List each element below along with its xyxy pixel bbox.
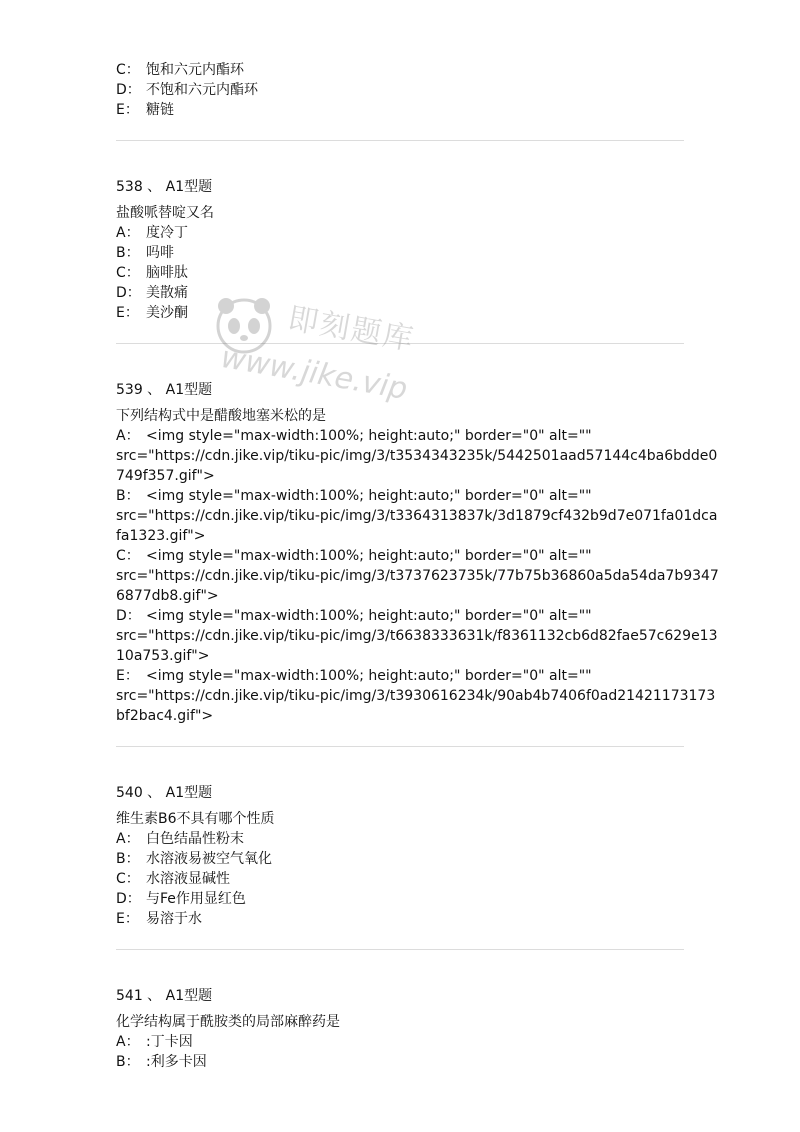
question-stem: 盐酸哌替啶又名 [116,205,214,221]
option-d: D： 不饱和六元内酯环 [116,82,258,98]
question-header: 541 、 A1型题 [116,988,213,1004]
question-539 [116,380,719,726]
question-stem: 化学结构属于酰胺类的局部麻醉药是 [116,1014,340,1030]
option-b: B： :利多卡因 [116,1054,207,1070]
option-e: E： 易溶于水 [116,911,202,927]
document-page [116,60,719,1072]
watermark-url: www.jike.vip [218,339,411,408]
option-d: D： 美散痛 [116,285,188,301]
question-537-tail [116,60,686,120]
option-e: E： 糖链 [116,102,174,118]
option-e: E： <img style="max-width:100%; height:auto;" border="0" alt="" src="https://cdn.jike.vip/tiku-pic/img/3/t3930616234k/90ab4b7406f0ad21421173173 bf2bac4.gif"> [116,668,716,724]
option-d: D： 与Fe作用显红色 [116,891,246,907]
question-stem: 维生素B6不具有哪个性质 [116,811,275,827]
question-538 [116,177,686,323]
question-header: 538 、 A1型题 [116,179,213,195]
question-540 [116,783,686,929]
question-541 [116,986,686,1072]
question-header: 539 、 A1型题 [116,382,213,398]
option-d: D： <img style="max-width:100%; height:auto;" border="0" alt="" src="https://cdn.jike.vip/tiku-pic/img/3/t6638333631k/f8361132cb6d82fae57c629e13 10a753.gif"> [116,608,718,664]
option-c: C： <img style="max-width:100%; height:auto;" border="0" alt="" src="https://cdn.jike.vip/tiku-pic/img/3/t3737623735k/77b75b36860a5da54da7b9347 6877db8.gif"> [116,548,719,604]
option-a: A： :丁卡因 [116,1034,193,1050]
option-c: C： 脑啡肽 [116,265,188,281]
option-b: B： 吗啡 [116,245,174,261]
option-c: C： 饱和六元内酯环 [116,62,244,78]
option-c: C： 水溶液显碱性 [116,871,230,887]
option-a: A： 白色结晶性粉末 [116,831,244,847]
option-a: A： <img style="max-width:100%; height:auto;" border="0" alt="" src="https://cdn.jike.vip/tiku-pic/img/3/t3534343235k/5442501aad57144c4ba6bdde0 749f357.gif"> [116,428,718,484]
option-b: B： 水溶液易被空气氧化 [116,851,272,867]
option-b: B： <img style="max-width:100%; height:auto;" border="0" alt="" src="https://cdn.jike.vip/tiku-pic/img/3/t3364313837k/3d1879cf432b9d7e071fa01dca fa1323.gif"> [116,488,718,544]
option-a: A： 度冷丁 [116,225,188,241]
option-e: E： 美沙酮 [116,305,188,321]
question-stem: 下列结构式中是醋酸地塞米松的是 [116,408,326,424]
question-header: 540 、 A1型题 [116,785,213,801]
watermark-brand: 即刻题库 [285,301,418,358]
